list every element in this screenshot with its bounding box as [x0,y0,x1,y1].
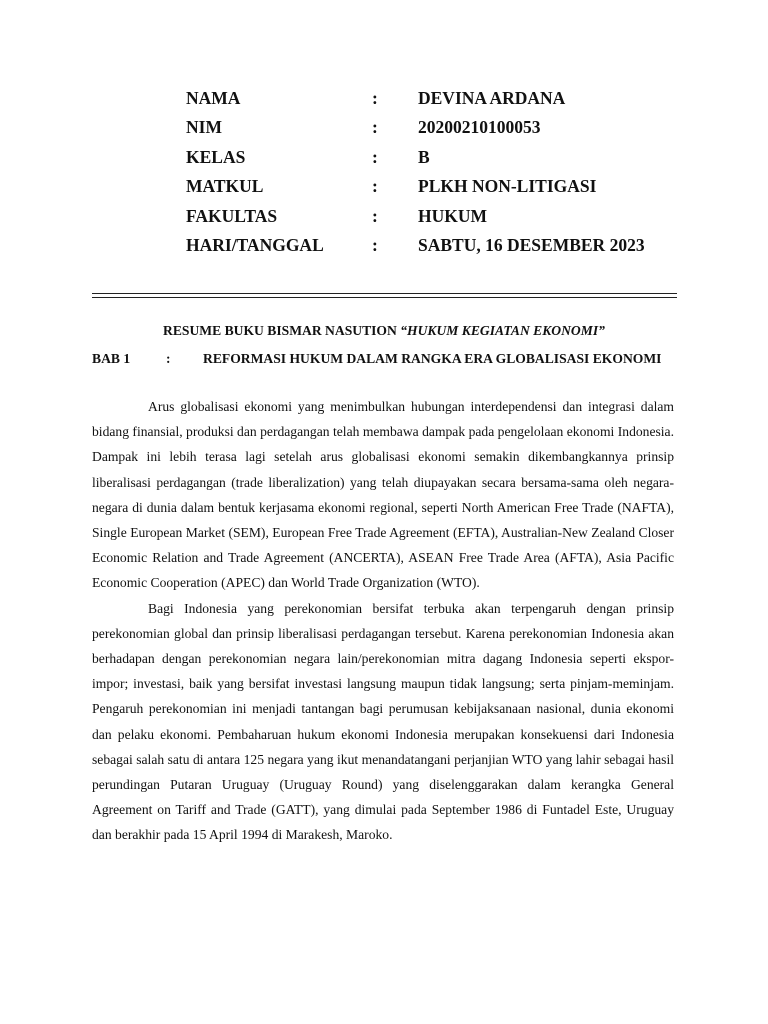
identity-label: NIM [186,117,222,138]
identity-value: HUKUM [418,205,488,226]
identity-label: HARI/TANGGAL [186,234,324,255]
identity-row-matkul [186,174,686,203]
resume-heading-prefix: RESUME BUKU BISMAR NASUTION [163,323,401,338]
separator-rule-bottom [92,297,677,298]
identity-value: SABTU, 16 DESEMBER 2023 [418,234,645,255]
resume-heading [92,322,676,340]
identity-label: FAKULTAS [186,205,278,226]
separator-rule-top [92,293,677,294]
paragraph: Bagi Indonesia yang perekonomian bersifat terbuka akan terpengaruh dengan prinsip perekonomian global dan prinsip liberalisasi perdagangan tersebut. Karena perekonomian Indonesia akan berhadapan dengan perekonomian negara lain/perekonomian mitra dagang Indonesia seperti ekspor-impor; investasi, baik yang bersifat investasi langsung maupun tidak langsung; serta pinjam-meminjam. Pengaruh perekonomian ini menjadi tantangan bagi perumusan kebijaksanaan nasional, dunia ekonomi dan pelaku ekonomi. Pembaharuan hukum ekonomi Indonesia merupakan konsekuensi dari Indonesia sebagai salah satu di antara 125 negara yang ikut menandatangani perjanjian WTO yang lahir sebagai hasil perundingan Putaran Uruguay (Uruguay Round) yang diselenggarakan dalam kerangka General Agreement on Tariff and Trade (GATT), yang dimulai pada September 1986 di Funtadel Este, Uruguay dan berakhir pada 15 April 1994 di Marakesh, Maroko. [92,600,674,843]
identity-row-nama [186,86,686,115]
identity-value: B [418,146,430,167]
identity-label: KELAS [186,146,246,167]
body-text [92,394,674,848]
identity-colon: : [372,176,378,197]
identity-label: MATKUL [186,176,264,197]
identity-colon: : [372,205,378,226]
identity-table [186,86,686,262]
chapter-label: BAB 1 [92,351,131,366]
identity-colon: : [372,234,378,255]
paragraph: Arus globalisasi ekonomi yang menimbulkan hubungan interdependensi dan integrasi dalam bidang finansial, produksi dan perdagangan telah membawa dampak pada pengelolaan ekonomi Indonesia. Dampak ini lebih terasa lagi setelah arus globalisasi ekonomi semakin dikembangkannya prinsip liberalisasi perdagangan (trade liberalization) yang telah diupayakan secara bersama-sama oleh negara-negara di dunia dalam bentuk kerjasama ekonomi regional, seperti North American Free Trade (NAFTA), Single European Market (SEM), European Free Trade Agreement (EFTA), Australian-New Zealand Closer Economic Relation and Trade Agreement (ANCERTA), ASEAN Free Trade Area (AFTA), Asia Pacific Economic Cooperation (APEC) dan World Trade Organization (WTO). [92,399,674,591]
chapter-title: REFORMASI HUKUM DALAM RANGKA ERA GLOBALISASI EKONOMI [203,351,662,366]
identity-label: NAMA [186,88,241,108]
identity-row-kelas [186,145,686,174]
identity-row-hari-tanggal [186,233,686,262]
book-title: “HUKUM KEGIATAN EKONOMI” [400,323,605,338]
identity-colon: : [372,117,378,138]
identity-colon: : [372,88,378,108]
identity-row-nim [186,115,686,144]
identity-value: PLKH NON-LITIGASI [418,176,597,197]
identity-row-fakultas [186,204,686,233]
identity-value: DEVINA ARDANA [418,88,566,108]
identity-value: 20200210100053 [418,117,541,138]
chapter-colon: : [166,351,171,366]
identity-colon: : [372,146,378,167]
